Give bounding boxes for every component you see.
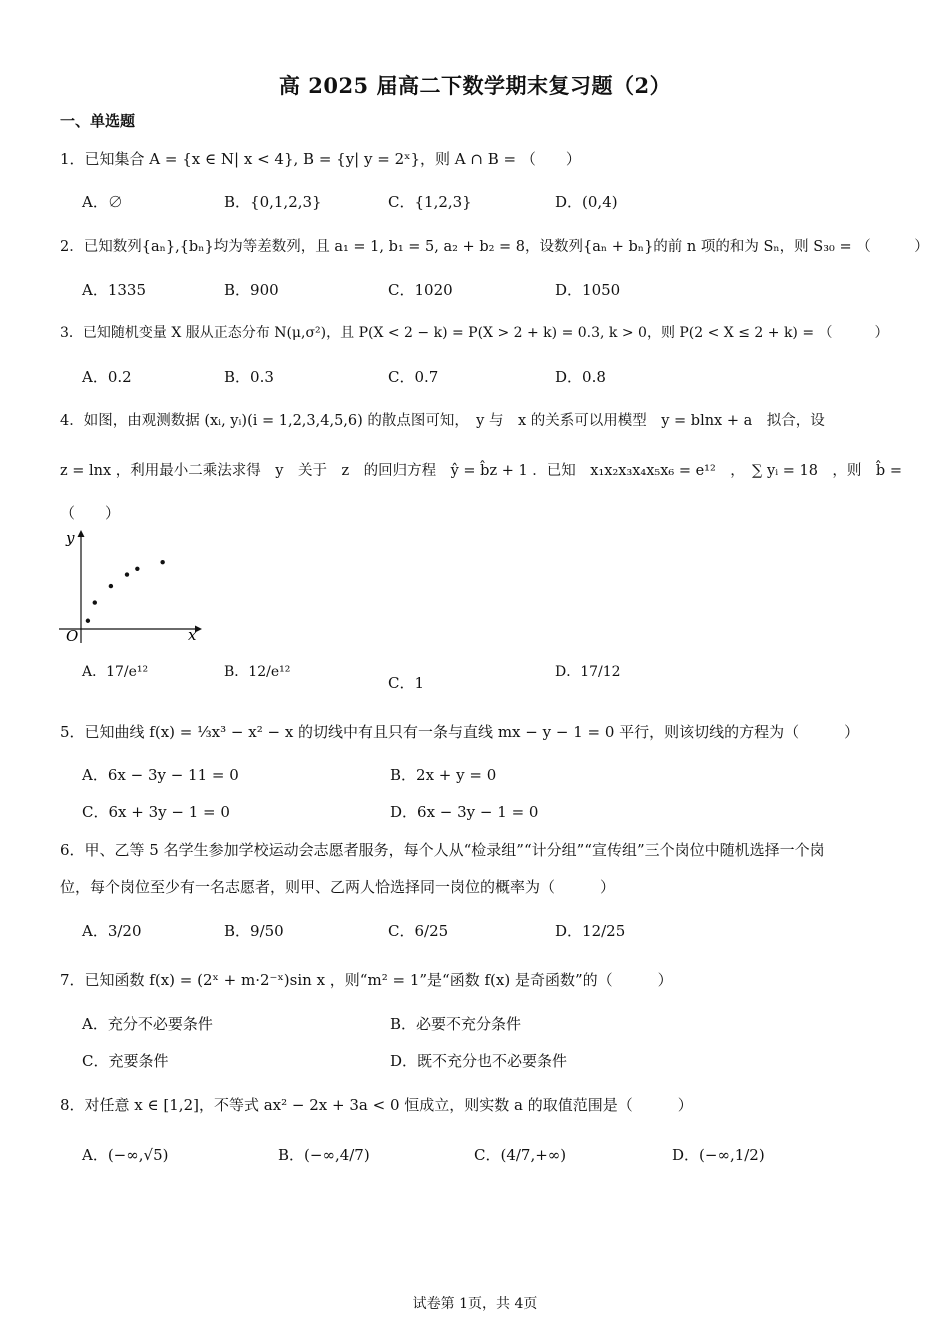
question-8-option-d: D．(−∞,1/2) [672,1146,765,1164]
question-8-option-b: B．(−∞,4/7) [278,1146,370,1164]
question-5-option-a: A．6x − 3y − 11 = 0 [82,766,239,784]
question-1-option-c: C．{1,2,3} [388,193,472,211]
question-7-option-a: A．充分不必要条件 [82,1015,213,1033]
question-4-stem-line-1: 4．如图，由观测数据 (xᵢ, yᵢ)(i = 1,2,3,4,5,6) 的散点图可知， y 与 x 的关系可以用模型 y = blnx + a 拟合，设 [60,413,825,429]
scatter-point-2 [93,600,97,604]
scatter-point-1 [86,619,90,623]
question-3-option-c: C．0.7 [388,368,439,386]
question-1-option-a: A．∅ [82,193,123,211]
question-7-stem: 7．已知函数 f(x) = (2ˣ + m·2⁻ˣ)sin x ，则“m² = 1”是“函数 f(x) 是奇函数”的（ ） [60,971,673,989]
question-4-stem-line-3: （ ） [60,504,121,522]
question-3-option-a: A．0.2 [82,368,132,386]
question-1-option-b: B．{0,1,2,3} [224,193,322,211]
question-5-option-b: B．2x + y = 0 [390,766,497,784]
question-7-option-d: D．既不充分也不必要条件 [390,1052,568,1070]
page-title: 高 2025 届高二下数学期末复习题（2） [278,73,672,98]
question-8-option-a: A．(−∞,√5) [82,1146,169,1164]
question-6-stem-line-1: 6．甲、乙等 5 名学生参加学校运动会志愿者服务，每个人从“检录组”“计分组”“宣传组”三个岗位中随机选择一个岗 [60,841,825,859]
question-4-option-c: C．1 [388,674,425,692]
question-7-option-c: C．充要条件 [82,1052,169,1070]
origin-label: O [66,627,79,645]
question-6-stem-line-2: 位，每个岗位至少有一名志愿者，则甲、乙两人恰选择同一岗位的概率为（ ） [60,878,616,896]
question-7-option-b: B．必要不充分条件 [390,1015,522,1033]
section-heading: 一、单选题 [60,112,136,130]
scatter-point-4 [125,572,129,576]
question-4-option-b: B．12/e¹² [224,664,291,680]
scatter-plot [55,525,205,650]
question-6-option-c: C．6/25 [388,922,449,940]
question-8-stem: 8．对任意 x ∈ [1,2]，不等式 ax² − 2x + 3a < 0 恒成立，则实数 a 的取值范围是（ ） [60,1096,693,1114]
question-3-option-d: D．0.8 [555,368,606,386]
question-4-option-a: A．17/e¹² [82,664,149,680]
question-6-option-a: A．3/20 [82,922,142,940]
question-2-option-b: B．900 [224,281,279,299]
question-2-option-c: C．1020 [388,281,453,299]
question-1-stem: 1．已知集合 A = {x ∈ N| x < 4}, B = {y| y = 2ˣ}，则 A ∩ B = （ ） [60,150,581,168]
scatter-point-6 [160,560,164,564]
question-1-option-d: D．(0,4) [555,193,618,211]
question-5-option-c: C．6x + 3y − 1 = 0 [82,803,230,821]
question-4-stem-line-2: z = lnx ，利用最小二乘法求得 y 关于 z 的回归方程 ŷ = b̂z + 1 ．已知 x₁x₂x₃x₄x₅x₆ = e¹² ， ∑ yᵢ = 18 ，则 b̂ = [60,463,902,479]
question-8-option-c: C．(4/7,+∞) [474,1146,567,1164]
question-3-option-b: B．0.3 [224,368,274,386]
question-5-option-d: D．6x − 3y − 1 = 0 [390,803,539,821]
y-axis-label: y [66,529,75,547]
question-2-stem: 2．已知数列{aₙ},{bₙ}均为等差数列，且 a₁ = 1, b₁ = 5, a₂ + b₂ = 8，设数列{aₙ + bₙ}的前 n 项的和为 Sₙ，则 S₃₀ = （ ） [60,239,929,255]
question-2-option-d: D．1050 [555,281,621,299]
question-5-stem: 5．已知曲线 f(x) = ⅓x³ − x² − x 的切线中有且只有一条与直线 mx − y − 1 = 0 平行，则该切线的方程为（ ） [60,723,860,741]
question-2-option-a: A．1335 [82,281,147,299]
question-6-option-b: B．9/50 [224,922,284,940]
y-axis-arrow [78,530,85,537]
question-6-option-d: D．12/25 [555,922,626,940]
page-footer: 试卷第 1页，共 4页 [412,1296,538,1312]
question-3-stem: 3．已知随机变量 X 服从正态分布 N(μ,σ²)，且 P(X < 2 − k) = P(X > 2 + k) = 0.3, k > 0，则 P(2 < X ≤ 2 + k) = （ ） [60,325,889,341]
scatter-point-5 [135,567,139,571]
x-axis-label: x [188,626,197,644]
scatter-point-3 [109,584,113,588]
question-4-option-d: D．17/12 [555,664,621,680]
